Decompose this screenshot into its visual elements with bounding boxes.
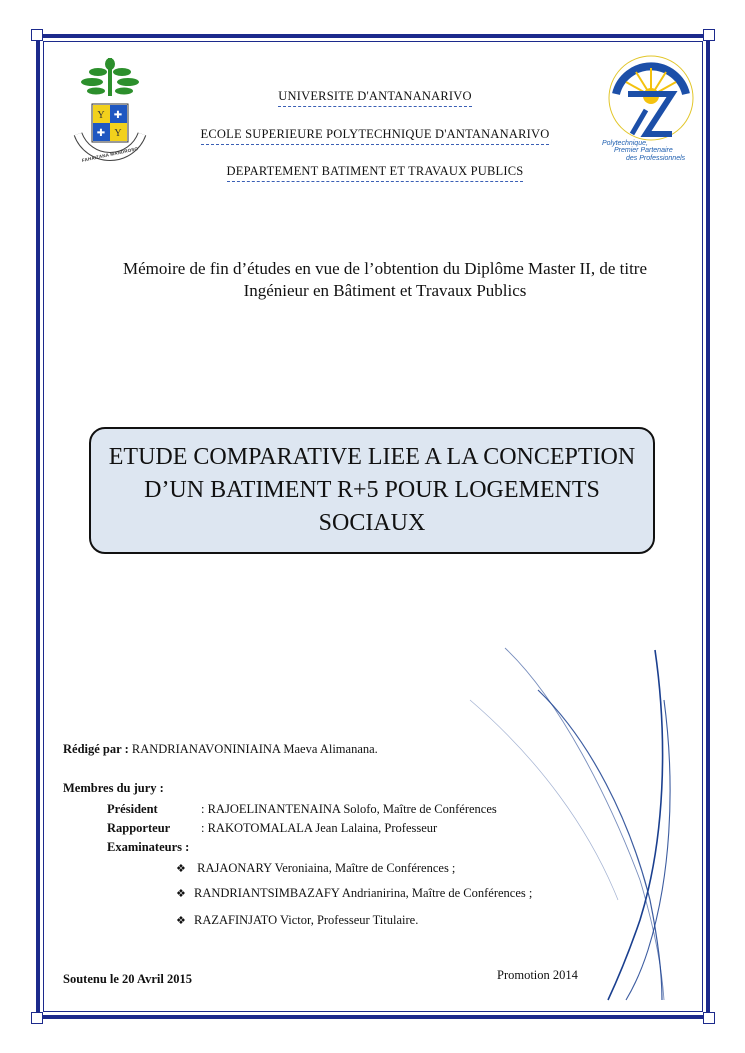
svg-text:✚: ✚ <box>96 128 106 139</box>
examinateur-name: RAZAFINJATO Victor, Professeur Titulaire. <box>194 913 419 927</box>
diamond-bullet-icon: ❖ <box>176 888 186 900</box>
svg-text:✚: ✚ <box>113 110 123 121</box>
header-school <box>155 127 595 142</box>
jury-president-row <box>107 802 497 817</box>
president-label: Président <box>107 802 158 816</box>
university-motto: FAHAIZANA MANDROSO <box>81 146 139 163</box>
svg-text:Y: Y <box>97 110 105 121</box>
thesis-title <box>89 427 655 554</box>
header-university-text: UNIVERSITE D'ANTANANARIVO <box>278 89 471 107</box>
author-line <box>63 742 378 757</box>
defense-date: Soutenu le 20 Avril 2015 <box>63 972 192 986</box>
header-department <box>155 164 595 179</box>
university-logo <box>70 56 150 176</box>
svg-text:Y: Y <box>114 128 122 139</box>
thesis-title-text: ETUDE COMPARATIVE LIEE A LA CONCEPTION D’UN BATIMENT R+5 POUR LOGEMENTS SOCIAUX <box>108 444 636 536</box>
examinateur-name: RAJAONARY Veroniaina, Maître de Conférences ; <box>197 861 456 875</box>
diamond-bullet-icon: ❖ <box>176 863 186 875</box>
espa-logo <box>600 54 698 174</box>
promotion: Promotion 2014 <box>497 968 578 982</box>
espa-caption-line-2: Premier Partenaire <box>614 147 673 155</box>
frame-corner-bottom-left <box>31 1012 43 1024</box>
espa-caption <box>600 140 698 162</box>
author-name: RANDRIANAVONINIAINA Maeva Alimanana. <box>131 742 378 756</box>
header-school-text: ECOLE SUPERIEURE POLYTECHNIQUE D'ANTANANARIVO <box>201 127 550 145</box>
president-name: : RAJOELINANTENAINA Solofo, Maître de Conférences <box>201 802 497 816</box>
header-department-text: DEPARTEMENT BATIMENT ET TRAVAUX PUBLICS <box>227 164 524 182</box>
header-university <box>155 89 595 104</box>
author-label: Rédigé par : <box>63 742 129 756</box>
rapporteur-label: Rapporteur <box>107 821 171 835</box>
rapporteur-name: : RAKOTOMALALA Jean Lalaina, Professeur <box>201 821 438 835</box>
frame-corner-top-left <box>31 29 43 41</box>
jury-heading: Membres du jury : <box>63 781 164 795</box>
jury-rapporteur-row <box>107 821 437 836</box>
examinateur-item <box>176 861 455 876</box>
examinateur-item <box>176 886 532 901</box>
diamond-bullet-icon: ❖ <box>176 915 186 927</box>
examinateur-name: RANDRIANTSIMBAZAFY Andrianirina, Maître de Conférences ; <box>194 886 533 900</box>
frame-corner-top-right <box>703 29 715 41</box>
examinateurs-label: Examinateurs : <box>107 840 190 854</box>
thesis-purpose: Mémoire de fin d’études en vue de l’obtention du Diplôme Master II, de titre Ingénieur en Bâtiment et Travaux Publics <box>122 259 647 301</box>
examinateur-item <box>176 913 418 928</box>
espa-caption-line-1: Polytechnique, <box>602 140 648 147</box>
espa-caption-line-3: des Professionnels <box>626 154 686 162</box>
frame-corner-bottom-right <box>703 1012 715 1024</box>
